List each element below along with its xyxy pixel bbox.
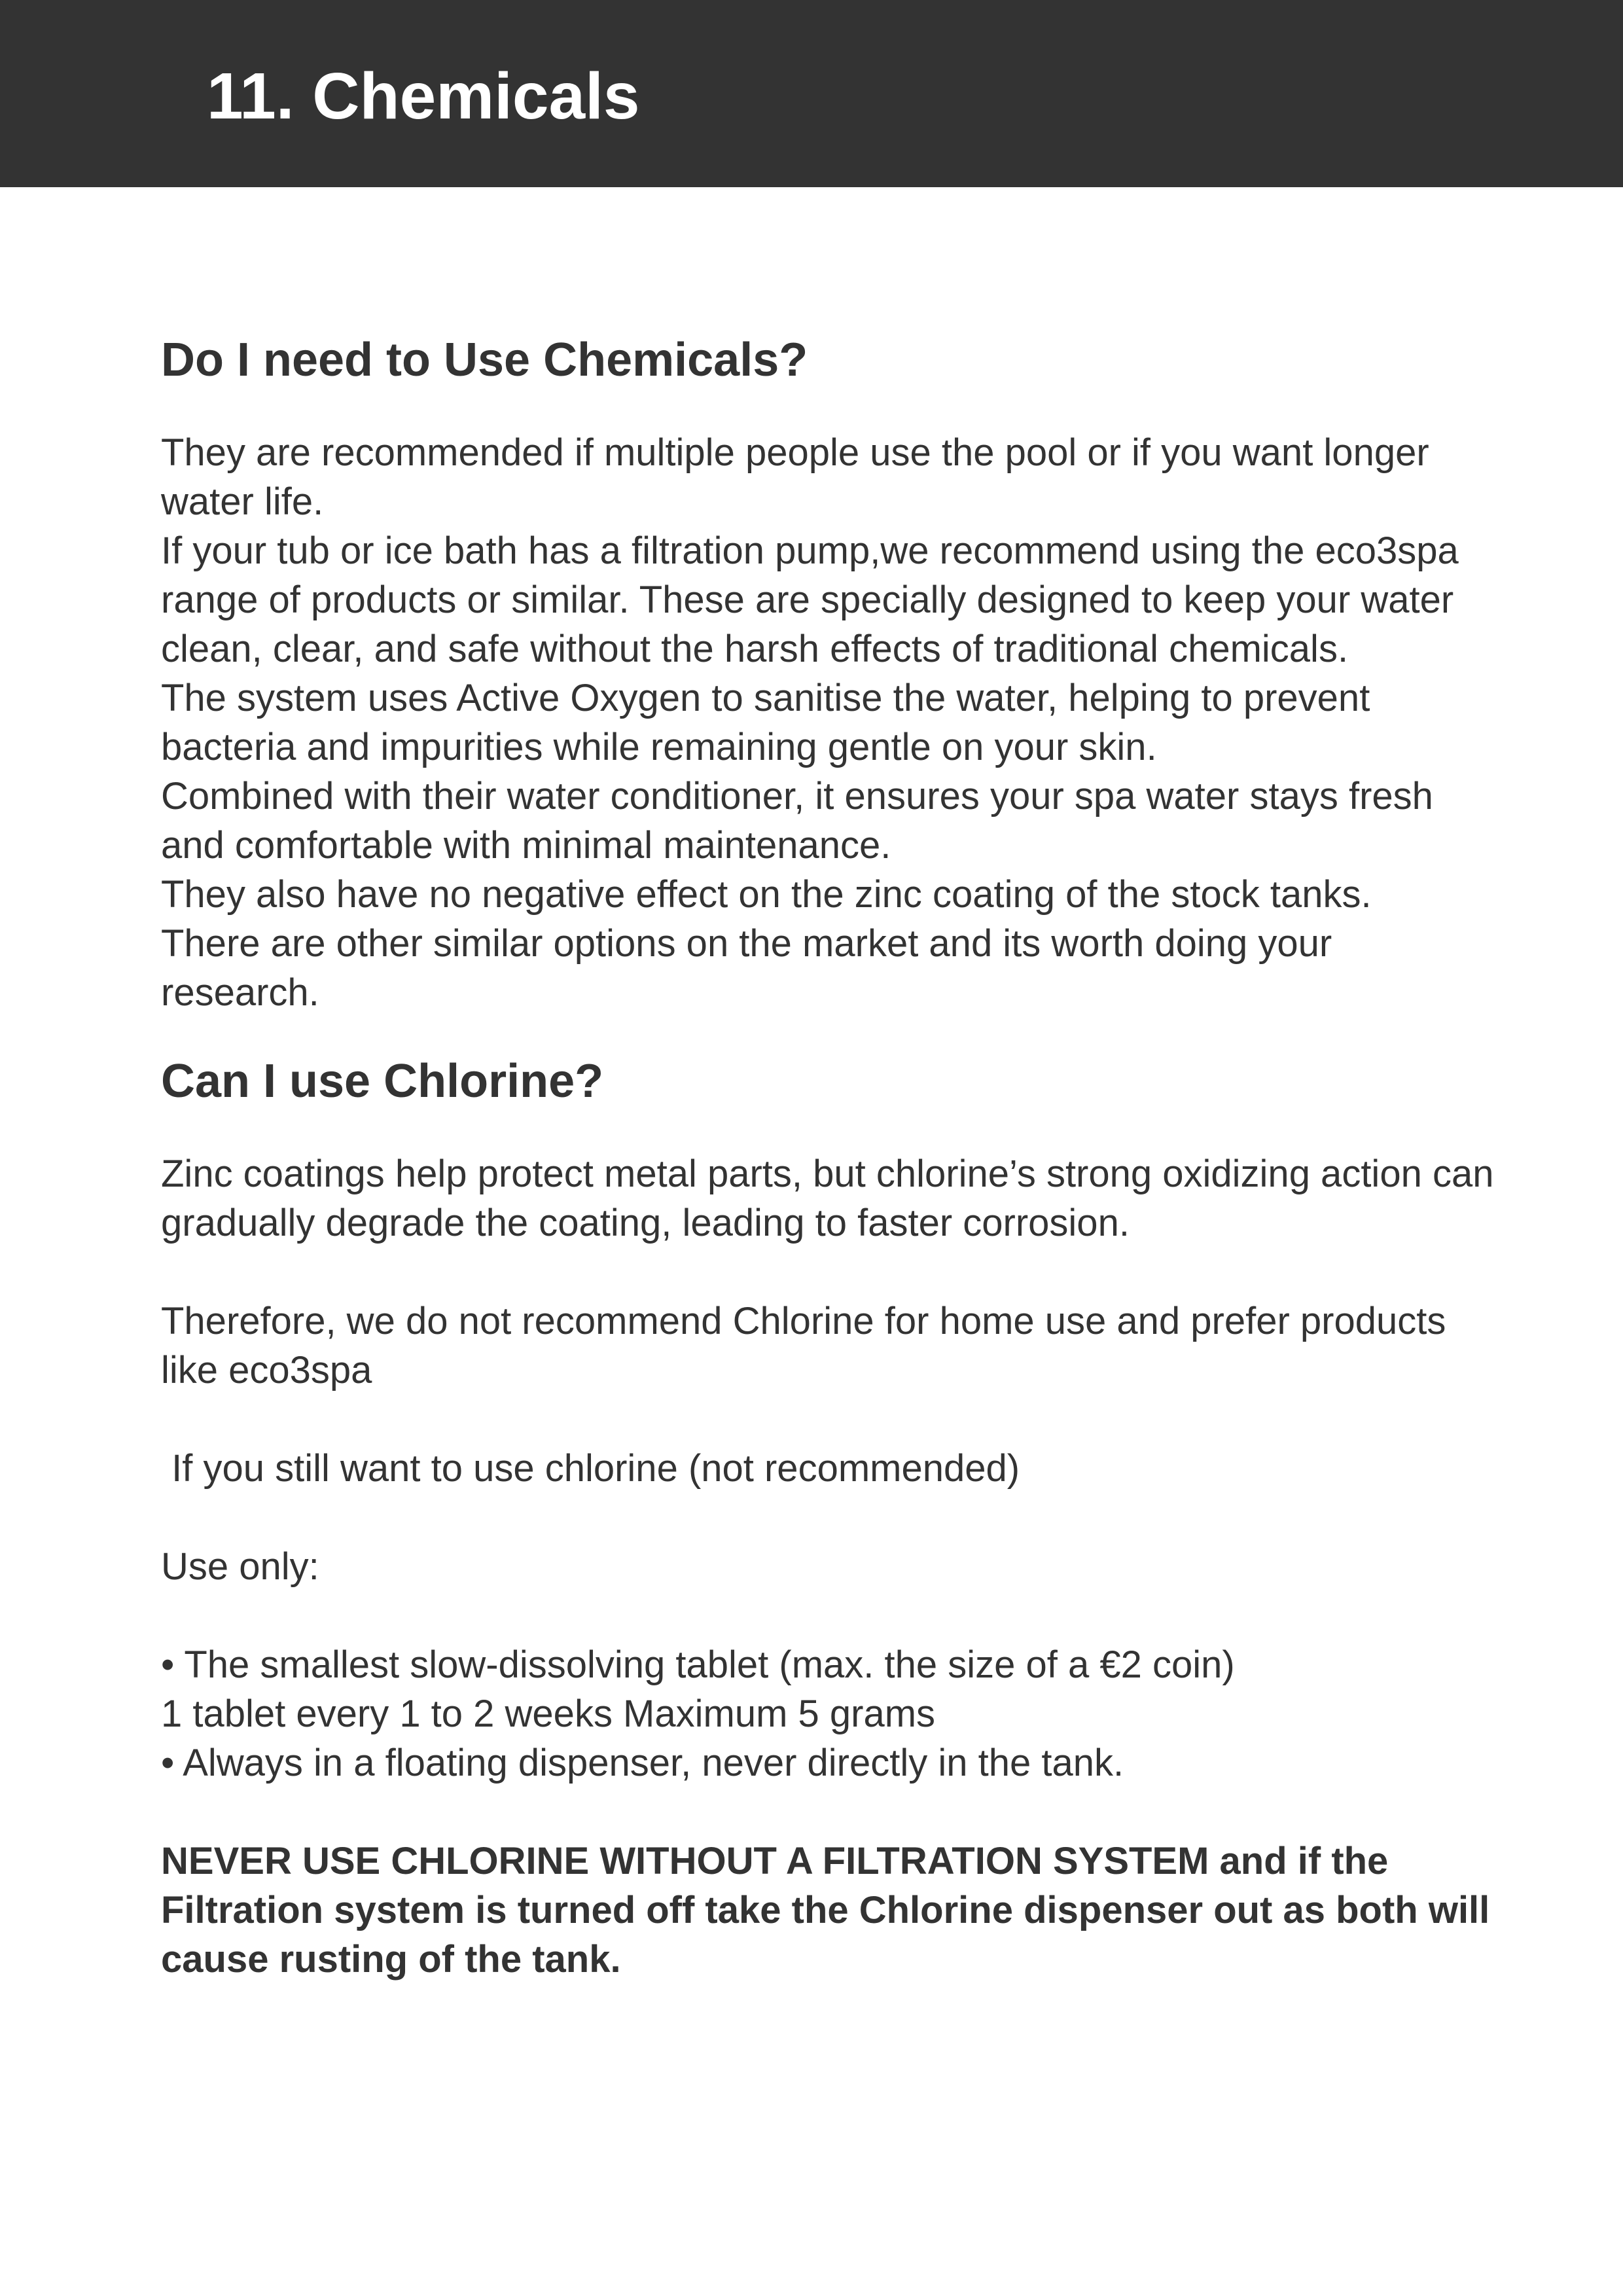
chlorine-body [161, 1149, 1496, 1984]
recommendation-text: Therefore, we do not recommend Chlorine for home use and prefer products like eco3spa [161, 1300, 1446, 1391]
paragraph: Combined with their water conditioner, it ensures your spa water stays fresh and comfortable with minimal maintenance. [161, 775, 1433, 867]
page-content [161, 327, 1496, 1984]
chemicals-body [161, 428, 1496, 1017]
still-want-text: If you still want to use chlorine (not recommended) [161, 1447, 1020, 1490]
section-heading-chemicals: Do I need to Use Chemicals? [161, 334, 808, 386]
instruction-item: • Always in a floating dispenser, never directly in the tank. [161, 1742, 1124, 1784]
zinc-note: Zinc coatings help protect metal parts, but chlorine’s strong oxidizing action can gradually degrade the coating, leading to faster corrosion. [161, 1153, 1494, 1244]
chlorine-warning: NEVER USE CHLORINE WITHOUT A FILTRATION SYSTEM and if the Filtration system is turned off take the Chlorine dispenser out as both will cause rusting of the tank. [161, 1840, 1490, 1981]
use-only-label: Use only: [161, 1545, 319, 1588]
paragraph: They are recommended if multiple people use the pool or if you want longer water life. [161, 431, 1429, 523]
paragraph: They also have no negative effect on the zinc coating of the stock tanks. [161, 873, 1372, 916]
instruction-item: • The smallest slow-dissolving tablet (max. the size of a €2 coin) [161, 1643, 1235, 1686]
header-bar [0, 0, 1623, 187]
paragraph: There are other similar options on the market and its worth doing your research. [161, 922, 1332, 1014]
page-title: 11. Chemicals [207, 60, 640, 133]
instruction-item: 1 tablet every 1 to 2 weeks Maximum 5 grams [161, 1693, 936, 1735]
paragraph: If your tub or ice bath has a filtration pump,we recommend using the eco3spa range of products or similar. These are specially designed to keep your water clean, clear, and safe without the harsh effects of traditional chemicals. [161, 529, 1459, 670]
section-heading-chlorine: Can I use Chlorine? [161, 1055, 604, 1107]
paragraph: The system uses Active Oxygen to sanitise the water, helping to prevent bacteria and impurities while remaining gentle on your skin. [161, 677, 1370, 768]
